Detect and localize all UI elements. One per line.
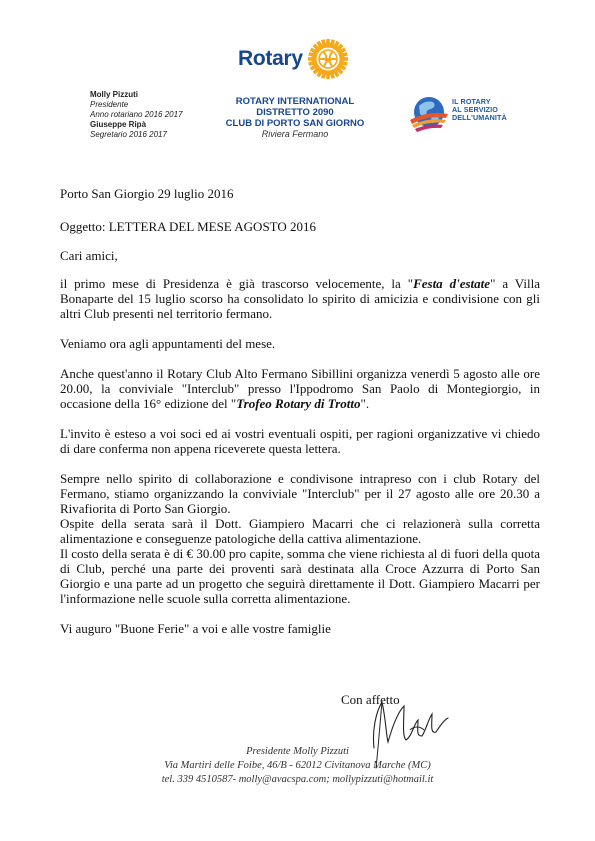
theme-line-2: AL SERVIZIO (452, 105, 498, 115)
letter-subject: Oggetto: LETTERA DEL MESE AGOSTO 2016 (60, 219, 317, 234)
letter-date: Porto San Giorgio 29 luglio 2016 (60, 186, 234, 201)
paragraph-interclub: Sempre nello spirito di collaborazione e condivisone intrapreso con i club Rotary del Fermano, stiamo organizzando la conviviale "Interclub" per il 27 agosto alle ore 20.30 a Rivafiorita di Porto San Giorgio. (60, 471, 540, 516)
logo-wordmark: Rotary (238, 47, 303, 70)
theme-slogan (452, 98, 507, 123)
club-line-area: Riviera Fermano (261, 129, 329, 139)
paragraph-cost: Il costo della serata è di € 30.00 pro capite, somma che viene richiesta al di fuori della quota di Club, perché una parte dei proventi sarà destinata alla Croce Azzurra di Porto San Giorgio e una parte ad un progetto che seguirà direttamente il Dott. Giampiero Macarri per l'informazione nelle scuole sulla corretta alimentazione. (60, 546, 540, 606)
paragraph-presidency-text-a: il primo mese di Presidenza è già trascorso velocemente, la " (60, 276, 414, 291)
paragraph-trofeo-text-b: ". (360, 396, 370, 411)
paragraph-trofeo-text-a: Anche quest'anno il Rotary Club Alto Fermano Sibillini organizza venerdì 5 agosto alle ore 20.00, la conviviale "Interclub" presso l'Ippodromo San Paolo di Montegiorgio, in occasione della 16° edizione del " (60, 366, 540, 411)
club-line-international: ROTARY INTERNATIONAL (235, 96, 355, 107)
footer-address: Via Martiri delle Foibe, 46/B - 62012 Civitanova Marche (MC) (164, 760, 431, 771)
president-role: Presidente (90, 100, 129, 109)
president-name: Molly Pizzuti (90, 90, 138, 99)
secretary-name: Giuseppe Ripà (90, 120, 147, 129)
paragraph-appointments: Veniamo ora agli appuntamenti del mese. (60, 336, 276, 351)
rotary-logo (238, 36, 350, 82)
secretary-role: Segretario 2016 2017 (90, 130, 167, 139)
theme-line-3: DELL'UMANITÀ (452, 113, 507, 123)
letter-body (60, 186, 540, 636)
event-name-trofeo: Trofeo Rotary di Trotto (236, 396, 361, 411)
club-line-name: CLUB DI PORTO SAN GIORNO (225, 118, 365, 129)
paragraph-presidency (60, 276, 540, 321)
club-identification (220, 96, 370, 140)
globe-swoosh-icon (407, 92, 451, 136)
paragraph-invitation: L'invito è esteso a voi soci ed ai vostri eventuali ospiti, per ragioni organizzative vi chiedo di dare conferma non appena riceverete questa lettera. (60, 426, 540, 456)
letter-closing: Vi auguro "Buone Ferie" a voi e alle vostre famiglie (60, 621, 331, 636)
club-line-district: DISTRETTO 2090 (256, 107, 334, 118)
event-name-festa: Festa d'estate (413, 276, 491, 291)
paragraph-guest: Ospite della serata sarà il Dott. Giampiero Macarri che ci relazionerà sulla corretta alimentazione e conseguenze patologiche della cattiva alimentazione. (60, 516, 540, 546)
sign-off: Con affetto (341, 692, 400, 707)
rotary-wheel-icon (306, 37, 350, 81)
paragraph-presidency-text-b: " a Villa Bonaparte del 15 luglio scorso ha consolidato lo spirito di amicizia e condivisione con gli altri Club presenti nel territorio fermano. (60, 276, 541, 321)
footer-president: Presidente Molly Pizzuti (246, 746, 349, 757)
club-officers (90, 90, 230, 140)
letter-greeting: Cari amici, (60, 248, 118, 263)
theme-line-1: IL ROTARY (452, 97, 491, 106)
theme-logo (407, 92, 537, 136)
president-term: Anno rotariano 2016 2017 (90, 110, 183, 119)
paragraph-trofeo (60, 366, 540, 411)
letter-footer (100, 745, 495, 787)
footer-contacts: tel. 339 4510587- molly@avacspa.com; mollypizzuti@hotmail.it (161, 774, 434, 785)
